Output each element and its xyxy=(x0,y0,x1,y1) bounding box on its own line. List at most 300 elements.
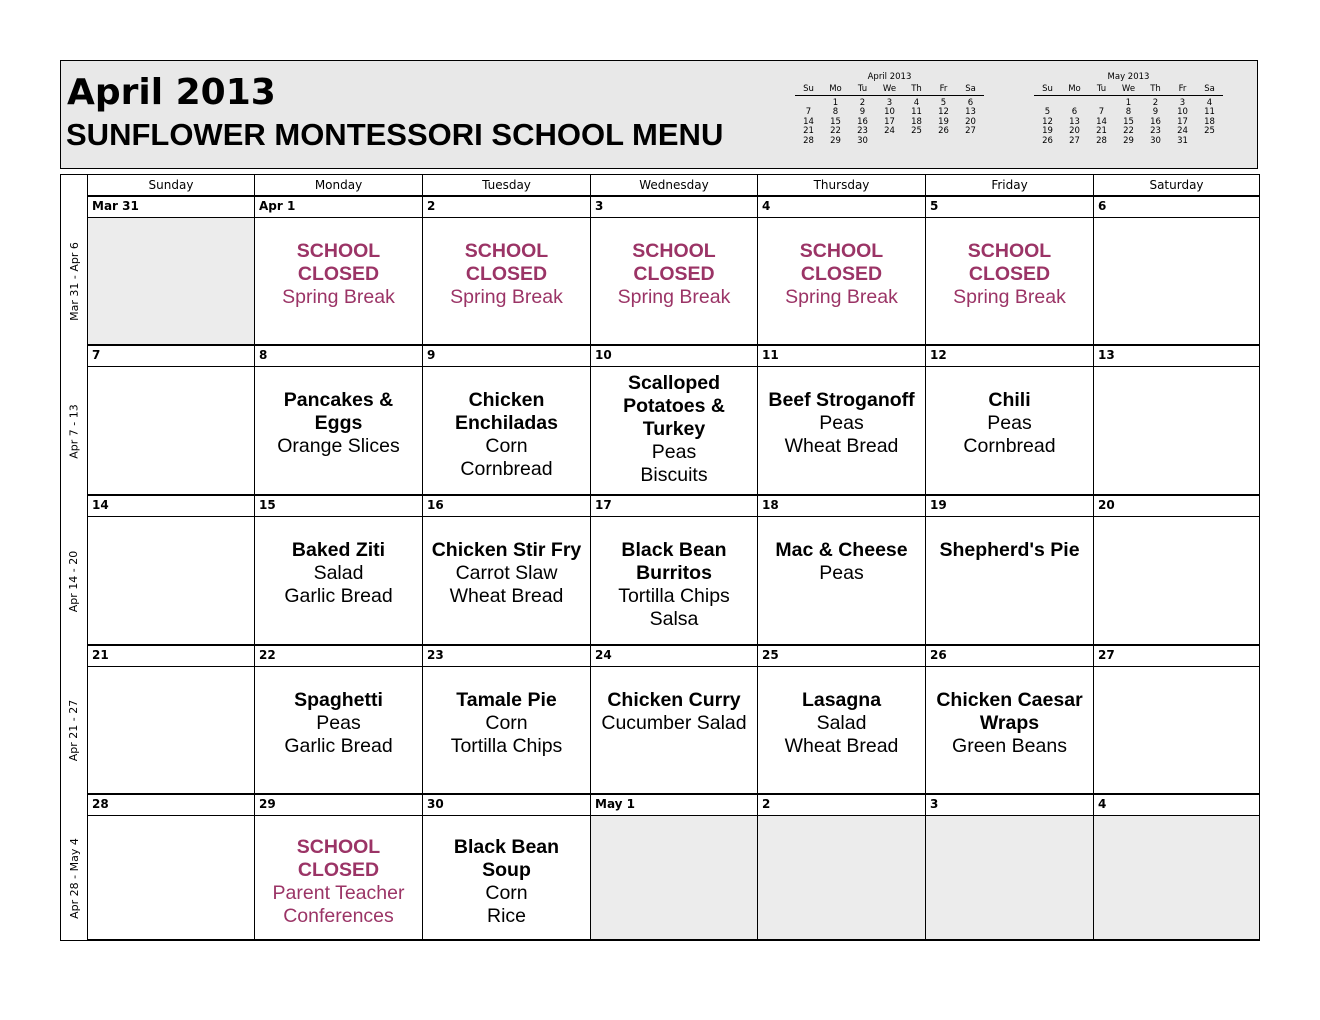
mini-calendar-day-header: Su xyxy=(795,85,822,96)
menu-area xyxy=(423,218,590,345)
side-dish: Cornbread xyxy=(963,435,1056,457)
day-date-label: 15 xyxy=(255,495,422,517)
mini-calendar-day-header: We xyxy=(876,85,903,96)
side-dish: Salad xyxy=(816,712,867,734)
day-cell xyxy=(590,196,757,345)
side-dish: Rice xyxy=(486,905,526,927)
day-cell xyxy=(925,196,1093,345)
menu-area xyxy=(88,816,254,940)
week-range-label: Apr 7 - 13 xyxy=(67,403,81,459)
menu-area xyxy=(926,667,1093,794)
mini-calendar-date: 18 xyxy=(911,116,922,127)
mini-calendar-day-header: Sa xyxy=(1196,85,1223,96)
day-cell xyxy=(757,196,925,345)
mini-calendar-date: 26 xyxy=(938,126,949,136)
day-cell xyxy=(590,794,757,940)
side-dish: Peas xyxy=(987,412,1032,434)
mini-calendar-date: 14 xyxy=(803,116,814,127)
menu-items xyxy=(255,689,422,758)
mini-calendar-day-header: Fr xyxy=(1169,85,1196,96)
week-range-label: Mar 31 - Apr 6 xyxy=(67,242,81,321)
mini-calendar-day-header: Su xyxy=(1034,85,1061,96)
menu-items xyxy=(255,389,422,458)
menu-area xyxy=(88,667,254,794)
mini-calendar-date: 13 xyxy=(965,107,976,117)
month-title: April 2013 xyxy=(67,72,276,113)
day-date-label: 28 xyxy=(88,794,254,816)
day-cell xyxy=(757,495,925,645)
out-of-month-area xyxy=(591,816,757,940)
closed-reason: Spring Break xyxy=(450,286,563,308)
mini-calendar-date: 15 xyxy=(830,116,841,127)
mini-calendar-date: 30 xyxy=(857,135,868,146)
day-cell xyxy=(254,345,422,495)
main-dish: Chicken xyxy=(468,389,545,411)
mini-calendar-date: 20 xyxy=(965,116,976,127)
day-cell xyxy=(422,495,590,645)
side-dish: Wheat Bread xyxy=(784,435,899,457)
mini-calendar-title: April 2013 xyxy=(867,72,912,82)
main-dish: Enchiladas xyxy=(455,412,558,434)
day-cell xyxy=(925,645,1093,794)
mini-calendar-title: May 2013 xyxy=(1107,72,1150,82)
mini-calendar-date: 4 xyxy=(1206,97,1213,108)
closed-heading: CLOSED xyxy=(297,263,380,285)
day-cell xyxy=(757,645,925,794)
menu-area xyxy=(758,218,925,345)
closed-reason: Spring Break xyxy=(282,286,395,308)
menu-area xyxy=(423,517,590,645)
mini-calendar-date xyxy=(957,137,984,147)
side-dish: Wheat Bread xyxy=(449,585,564,607)
day-date-label: 8 xyxy=(255,345,422,367)
day-date-label: 7 xyxy=(88,345,254,367)
mini-calendar-date: 18 xyxy=(1204,116,1215,127)
mini-calendar-date xyxy=(876,137,903,147)
mini-calendar-date: 27 xyxy=(965,126,976,136)
main-dish: Turkey xyxy=(642,418,706,440)
main-dish: Soup xyxy=(482,859,531,881)
menu-area xyxy=(758,367,925,495)
main-dish: Burritos xyxy=(636,562,712,584)
mini-calendar-date: 5 xyxy=(1044,107,1051,117)
day-date-label: May 1 xyxy=(591,794,757,816)
school-closed-notice xyxy=(423,240,590,309)
menu-items xyxy=(758,389,925,458)
day-cell xyxy=(87,345,254,495)
day-cell xyxy=(1093,645,1259,794)
day-date-label: Apr 1 xyxy=(255,196,422,218)
mini-calendar-date: 22 xyxy=(1123,126,1134,136)
mini-calendar-day-header: Fr xyxy=(930,85,957,96)
menu-items xyxy=(926,389,1093,458)
mini-calendar-april xyxy=(795,73,984,146)
mini-calendar-date: 14 xyxy=(1096,116,1107,127)
mini-calendar-date: 25 xyxy=(911,126,922,136)
day-cell xyxy=(757,345,925,495)
side-dish: Tortilla Chips xyxy=(618,585,730,607)
mini-calendar-date xyxy=(903,137,930,147)
day-date-label: 10 xyxy=(591,345,757,367)
side-dish: Green Beans xyxy=(952,735,1067,757)
day-cell xyxy=(925,345,1093,495)
main-dish: Chili xyxy=(988,389,1031,411)
mini-calendar-day-header: Th xyxy=(903,85,930,96)
day-cell xyxy=(254,794,422,940)
menu-area xyxy=(926,218,1093,345)
day-cell xyxy=(1093,196,1259,345)
day-date-label: 12 xyxy=(926,345,1093,367)
closed-heading: SCHOOL xyxy=(296,240,381,262)
menu-area xyxy=(88,367,254,495)
menu-area xyxy=(1094,367,1259,495)
side-dish: Corn xyxy=(485,435,528,457)
closed-heading: CLOSED xyxy=(633,263,715,285)
main-dish: Mac & Cheese xyxy=(775,539,908,561)
menu-area xyxy=(255,367,422,495)
day-date-label: 21 xyxy=(88,645,254,667)
mini-calendar-date: 19 xyxy=(938,116,949,127)
day-cell xyxy=(1093,495,1259,645)
out-of-month-area xyxy=(926,816,1093,940)
day-date-label: 20 xyxy=(1094,495,1259,517)
mini-calendar-date: 25 xyxy=(1204,126,1215,136)
main-dish: Pancakes & xyxy=(283,389,394,411)
mini-calendar-date: 10 xyxy=(1177,107,1188,117)
menu-area xyxy=(926,367,1093,495)
day-date-label: 4 xyxy=(758,196,925,218)
menu-items xyxy=(423,836,590,928)
mini-calendar-date: 10 xyxy=(884,107,895,117)
day-date-label: 19 xyxy=(926,495,1093,517)
mini-calendar-date xyxy=(930,137,957,147)
closed-heading: CLOSED xyxy=(297,859,380,881)
mini-calendar-date: 29 xyxy=(830,135,841,146)
day-date-label: 13 xyxy=(1094,345,1259,367)
out-of-month-area xyxy=(1094,816,1259,940)
mini-calendar-date: 8 xyxy=(1125,107,1132,117)
main-dish: Spaghetti xyxy=(294,689,383,711)
week-range-label: Apr 21 - 27 xyxy=(67,699,81,762)
mini-calendar-date: 8 xyxy=(832,107,839,117)
menu-items xyxy=(423,389,590,481)
day-cell xyxy=(422,645,590,794)
mini-calendar-date: 22 xyxy=(830,126,841,136)
main-dish: Tamale Pie xyxy=(456,689,557,711)
menu-area xyxy=(88,517,254,645)
page-header xyxy=(60,60,1258,169)
day-date-label: 23 xyxy=(423,645,590,667)
mini-calendar-date: 21 xyxy=(803,126,814,136)
day-cell xyxy=(254,196,422,345)
day-date-label: 29 xyxy=(255,794,422,816)
out-of-month-area xyxy=(758,816,925,940)
mini-calendar-date: 1 xyxy=(832,97,839,108)
menu-area xyxy=(758,667,925,794)
day-of-week-tuesday: Tuesday xyxy=(422,175,590,196)
menu-items xyxy=(926,689,1093,758)
day-of-week-wednesday: Wednesday xyxy=(590,175,757,196)
mini-calendar-date: 26 xyxy=(1042,135,1053,146)
day-date-label: 2 xyxy=(758,794,925,816)
menu-area xyxy=(591,517,757,645)
mini-calendar-day-header: Th xyxy=(1142,85,1169,96)
menu-items xyxy=(591,372,757,487)
day-cell xyxy=(254,495,422,645)
day-cell xyxy=(925,794,1093,940)
day-date-label: 4 xyxy=(1094,794,1259,816)
day-cell xyxy=(422,794,590,940)
mini-calendar-date: 2 xyxy=(859,97,866,108)
menu-area xyxy=(1094,218,1259,345)
mini-calendar-date: 19 xyxy=(1042,126,1053,136)
side-dish: Orange Slices xyxy=(277,435,400,457)
day-date-label: 24 xyxy=(591,645,757,667)
day-date-label: 17 xyxy=(591,495,757,517)
day-of-week-header xyxy=(87,175,1259,196)
closed-heading: SCHOOL xyxy=(632,240,716,262)
side-dish: Peas xyxy=(316,712,361,734)
week-row xyxy=(87,196,1259,345)
main-dish: Eggs xyxy=(314,412,363,434)
side-dish: Carrot Slaw xyxy=(455,562,558,584)
menu-area xyxy=(255,667,422,794)
school-title: SUNFLOWER MONTESSORI SCHOOL MENU xyxy=(66,117,724,152)
mini-calendar-day-header: Sa xyxy=(957,85,984,96)
mini-calendar-day-header: Mo xyxy=(822,85,849,96)
mini-calendar-date: 24 xyxy=(884,126,895,136)
side-dish: Salad xyxy=(313,562,364,584)
day-of-week-sunday: Sunday xyxy=(87,175,254,196)
day-cell xyxy=(422,196,590,345)
menu-area xyxy=(758,517,925,645)
mini-calendar-date xyxy=(1196,137,1223,147)
day-date-label: 11 xyxy=(758,345,925,367)
closed-reason: Parent Teacher xyxy=(272,882,405,904)
day-date-label: 30 xyxy=(423,794,590,816)
mini-calendar-date: 1 xyxy=(1125,97,1132,108)
menu-calendar-grid xyxy=(60,174,1260,941)
mini-calendar-date: 23 xyxy=(1150,126,1161,136)
main-dish: Chicken Curry xyxy=(607,689,741,711)
day-date-label: 2 xyxy=(423,196,590,218)
closed-heading: CLOSED xyxy=(465,263,548,285)
mini-calendar-date: 20 xyxy=(1069,126,1080,136)
mini-calendar-date: 31 xyxy=(1177,135,1188,146)
mini-calendar-may xyxy=(1034,73,1223,146)
menu-items xyxy=(423,689,590,758)
mini-calendar-date: 11 xyxy=(911,107,922,117)
menu-area xyxy=(1094,517,1259,645)
closed-heading: SCHOOL xyxy=(967,240,1052,262)
main-dish: Scalloped xyxy=(627,372,721,394)
day-date-label: 18 xyxy=(758,495,925,517)
mini-calendar-date: 7 xyxy=(805,107,812,117)
mini-calendar-date: 30 xyxy=(1150,135,1161,146)
menu-area xyxy=(255,517,422,645)
mini-calendar-date: 4 xyxy=(913,97,920,108)
main-dish: Black Bean xyxy=(453,836,560,858)
day-cell xyxy=(87,645,254,794)
day-date-label: 6 xyxy=(1094,196,1259,218)
menu-area xyxy=(423,367,590,495)
menu-area xyxy=(591,367,757,495)
main-dish: Lasagna xyxy=(801,689,882,711)
main-dish: Black Bean xyxy=(621,539,727,561)
day-cell xyxy=(254,645,422,794)
side-dish: Peas xyxy=(819,412,864,434)
menu-area xyxy=(926,517,1093,645)
mini-calendar-day-header: Tu xyxy=(1088,85,1115,96)
main-dish: Chicken Caesar xyxy=(936,689,1083,711)
day-cell xyxy=(925,495,1093,645)
day-date-label: 5 xyxy=(926,196,1093,218)
side-dish: Cucumber Salad xyxy=(601,712,747,734)
closed-reason: Spring Break xyxy=(617,286,731,308)
side-dish: Garlic Bread xyxy=(284,735,393,757)
closed-reason: Conferences xyxy=(283,905,394,927)
day-date-label: Mar 31 xyxy=(88,196,254,218)
day-date-label: 22 xyxy=(255,645,422,667)
mini-calendar-date: 27 xyxy=(1069,135,1080,146)
main-dish: Baked Ziti xyxy=(291,539,386,561)
side-dish: Peas xyxy=(819,562,864,584)
week-row xyxy=(87,645,1259,794)
school-closed-notice xyxy=(255,836,422,928)
mini-calendar-date: 9 xyxy=(1152,107,1159,117)
school-closed-notice xyxy=(255,240,422,309)
mini-calendar-date: 29 xyxy=(1123,135,1134,146)
day-date-label: 27 xyxy=(1094,645,1259,667)
mini-calendar-date: 15 xyxy=(1123,116,1134,127)
main-dish: Wraps xyxy=(979,712,1040,734)
day-date-label: 25 xyxy=(758,645,925,667)
day-cell xyxy=(1093,794,1259,940)
mini-calendar-date: 6 xyxy=(1071,107,1078,117)
mini-calendar-date: 28 xyxy=(803,135,814,146)
side-dish: Corn xyxy=(485,882,528,904)
closed-heading: SCHOOL xyxy=(296,836,381,858)
side-dish: Salsa xyxy=(649,608,699,630)
day-date-label: 9 xyxy=(423,345,590,367)
menu-items xyxy=(255,539,422,608)
mini-calendar-date: 16 xyxy=(857,116,868,127)
day-of-week-saturday: Saturday xyxy=(1093,175,1259,196)
menu-items xyxy=(423,539,590,608)
mini-calendar-date: 17 xyxy=(1177,116,1188,127)
mini-calendar-date: 5 xyxy=(940,97,947,108)
side-dish: Corn xyxy=(485,712,528,734)
day-cell xyxy=(1093,345,1259,495)
main-dish: Potatoes & xyxy=(623,395,725,417)
week-label-column xyxy=(61,175,87,940)
side-dish: Biscuits xyxy=(640,464,708,486)
mini-calendar-date: 2 xyxy=(1152,97,1159,108)
menu-items xyxy=(591,539,757,631)
closed-heading: SCHOOL xyxy=(799,240,884,262)
mini-calendar-date: 28 xyxy=(1096,135,1107,146)
mini-calendar-date: 13 xyxy=(1069,116,1080,127)
day-of-week-friday: Friday xyxy=(925,175,1093,196)
week-row xyxy=(87,495,1259,645)
mini-calendar-date: 16 xyxy=(1150,116,1161,127)
school-closed-notice xyxy=(591,240,757,309)
main-dish: Shepherd's Pie xyxy=(939,539,1080,561)
day-date-label: 14 xyxy=(88,495,254,517)
mini-calendar-day-header: Mo xyxy=(1061,85,1088,96)
mini-calendar-day-header: Tu xyxy=(849,85,876,96)
menu-items xyxy=(591,689,757,735)
mini-calendar-date: 12 xyxy=(1042,116,1053,127)
day-date-label: 26 xyxy=(926,645,1093,667)
mini-calendar-date: 23 xyxy=(857,126,868,136)
side-dish: Garlic Bread xyxy=(284,585,393,607)
menu-area xyxy=(1094,667,1259,794)
day-date-label: 3 xyxy=(926,794,1093,816)
day-of-week-thursday: Thursday xyxy=(757,175,925,196)
main-dish: Chicken Stir Fry xyxy=(431,539,582,561)
day-cell xyxy=(590,645,757,794)
mini-calendar-date: 12 xyxy=(938,107,949,117)
side-dish: Peas xyxy=(651,441,697,463)
mini-calendar-date: 9 xyxy=(859,107,866,117)
side-dish: Tortilla Chips xyxy=(450,735,563,757)
day-date-label: 3 xyxy=(591,196,757,218)
menu-area xyxy=(423,816,590,940)
menu-area xyxy=(591,218,757,345)
mini-calendar-date: 3 xyxy=(886,97,893,108)
day-cell xyxy=(590,345,757,495)
closed-reason: Spring Break xyxy=(785,286,898,308)
day-date-label: 16 xyxy=(423,495,590,517)
week-row xyxy=(87,345,1259,495)
day-cell xyxy=(87,495,254,645)
menu-area xyxy=(255,816,422,940)
mini-calendar-date: 21 xyxy=(1096,126,1107,136)
school-closed-notice xyxy=(758,240,925,309)
closed-heading: SCHOOL xyxy=(464,240,549,262)
menu-area xyxy=(255,218,422,345)
day-cell xyxy=(87,794,254,940)
week-range-label: Apr 28 - May 4 xyxy=(67,837,81,919)
menu-items xyxy=(926,539,1093,562)
mini-calendar-date: 3 xyxy=(1179,97,1186,108)
day-of-week-monday: Monday xyxy=(254,175,422,196)
day-cell xyxy=(87,196,254,345)
closed-reason: Spring Break xyxy=(953,286,1066,308)
menu-area xyxy=(423,667,590,794)
mini-calendar-date: 24 xyxy=(1177,126,1188,136)
closed-heading: CLOSED xyxy=(968,263,1051,285)
week-row xyxy=(87,794,1259,940)
out-of-month-area xyxy=(88,218,254,345)
side-dish: Wheat Bread xyxy=(784,735,899,757)
mini-calendar-date: 11 xyxy=(1204,107,1215,117)
mini-calendar-date: 7 xyxy=(1098,107,1105,117)
day-cell xyxy=(590,495,757,645)
week-range-label: Apr 14 - 20 xyxy=(67,550,81,612)
mini-calendar-date: 6 xyxy=(967,97,974,108)
day-cell xyxy=(422,345,590,495)
menu-area xyxy=(591,667,757,794)
side-dish: Cornbread xyxy=(460,458,553,480)
menu-items xyxy=(758,689,925,758)
mini-calendar-day-header: We xyxy=(1115,85,1142,96)
day-cell xyxy=(757,794,925,940)
main-dish: Beef Stroganoff xyxy=(768,389,915,411)
school-closed-notice xyxy=(926,240,1093,309)
closed-heading: CLOSED xyxy=(800,263,883,285)
